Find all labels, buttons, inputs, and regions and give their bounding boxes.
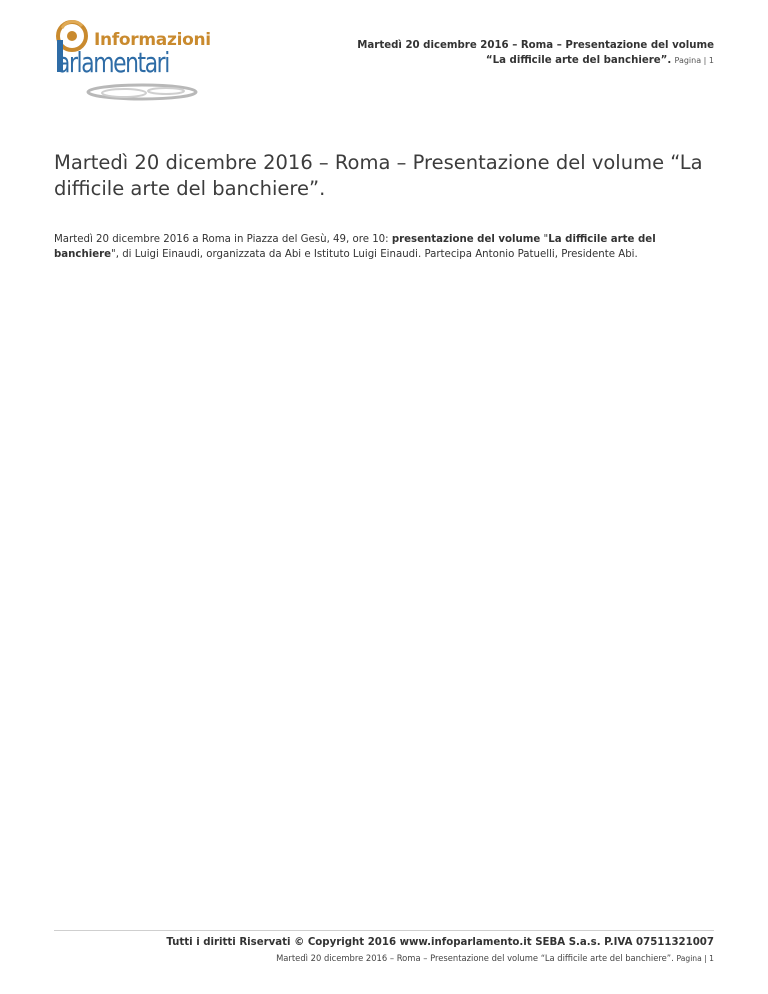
site-logo[interactable] bbox=[54, 14, 211, 104]
body-bold-text: presentazione del volume bbox=[391, 234, 541, 245]
footer-title: Martedì 20 dicembre 2016 – Roma – Presentazione del volume “La difficile arte del banchiere”. bbox=[276, 953, 674, 963]
article-title: Martedì 20 dicembre 2016 – Roma – Presentazione del volume “La difficile arte del banchiere”. bbox=[54, 151, 703, 200]
running-header bbox=[334, 38, 714, 68]
header-title: Martedì 20 dicembre 2016 – Roma – Presentazione del volume “La difficile arte del banchiere”. bbox=[357, 40, 714, 66]
article-body bbox=[54, 232, 714, 262]
body-text: ", di Luigi Einaudi, organizzata da Abi e Istituto Luigi Einaudi. Partecipa Antonio Patuelli, Presidente Abi. bbox=[111, 249, 638, 260]
book-title: La difficile arte del banchiere bbox=[54, 234, 656, 260]
footer-running-title bbox=[54, 953, 714, 963]
header-page-number: Pagina | 1 bbox=[674, 56, 714, 65]
logo-top-text: Informazioni bbox=[94, 30, 211, 50]
body-text: " bbox=[540, 234, 549, 245]
footer-page-number: Pagina | 1 bbox=[676, 954, 714, 963]
footer-divider bbox=[54, 930, 714, 931]
logo-bottom-text: arlamentari bbox=[57, 46, 169, 79]
footer-copyright: Tutti i diritti Riservati © Copyright 2016 www.infoparlamento.it SEBA S.a.s. P.IVA 07511321007 bbox=[166, 937, 714, 948]
body-text: Martedì 20 dicembre 2016 a Roma in Piazza del Gesù, 49, ore 10: bbox=[54, 234, 392, 245]
